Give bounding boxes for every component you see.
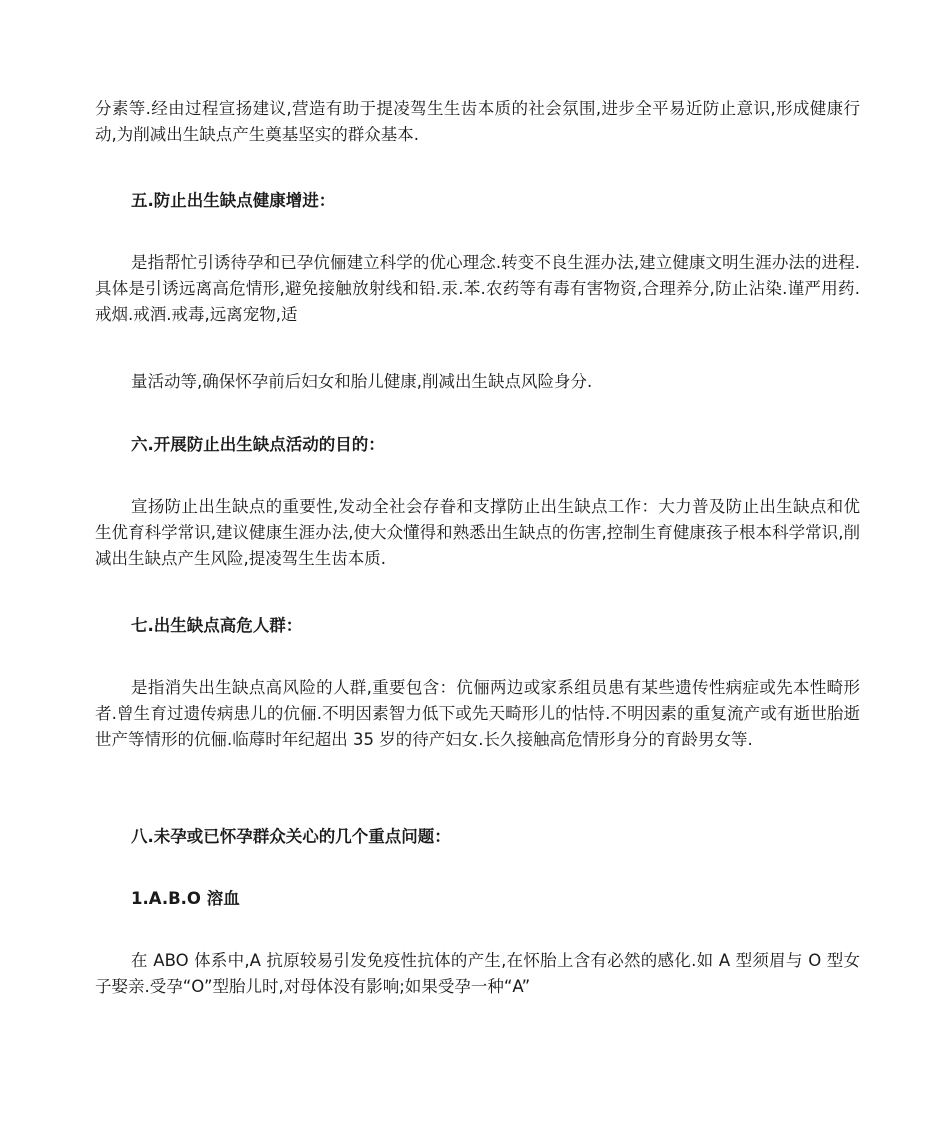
paragraph-high-risk-groups: 是指消失出生缺点高风险的人群,重要包含：伉俪两边或家系组员患有某些遗传性病症或先本性畸形者.曾生育过遗传病患儿的伉俪.不明因素智力低下或先天畸形儿的怙恃.不明因素的重复流产或有逝世胎逝世产等情形的伉俪.临蓐时年纪超出 35 岁的待产妇女.长久接触高危情形身分的育龄男女等.	[95, 678, 860, 749]
heading-section-6: 六.开展防止出生缺点活动的目的：	[131, 435, 385, 454]
heading-section-8: 八.未孕或已怀孕群众关心的几个重点问题：	[131, 827, 451, 846]
paragraph-health-promotion: 是指帮忙引诱待孕和已孕伉俪建立科学的优心理念.转变不良生涯办法,建立健康文明生涯办法的进程.具体是引诱远离高危情形,避免接触放射线和铅.汞.苯.农药等有毒有害物资,合理养分,防止沾染.谨严用药.戒烟.戒酒.戒毒,远离宠物,适	[95, 253, 860, 324]
paragraph-activity-purpose: 宣扬防止出生缺点的重要性,发动全社会存眷和支撑防止出生缺点工作：大力普及防止出生缺点和优生优育科学常识,建议健康生涯办法,使大众懂得和熟悉出生缺点的伤害,控制生育健康孩子根本科学常识,削减出生缺点产生风险,提凌驾生生齿本质.	[95, 497, 860, 568]
heading-section-5: 五.防止出生缺点健康增进：	[131, 191, 336, 210]
paragraph-abo-system: 在 ABO 体系中,A 抗原较易引发免疫性抗体的产生,在怀胎上含有必然的感化.如 A 型须眉与 O 型女子娶亲.受孕“O”型胎儿时,对母体没有影响;如果受孕一种“A”	[95, 951, 860, 996]
paragraph-social-atmosphere: 分素等.经由过程宣扬建议,营造有助于提凌驾生生齿本质的社会氛围,进步全平易近防止意识,形成健康行动,为削减出生缺点产生奠基坚实的群众基本.	[95, 99, 860, 144]
heading-abo-hemolysis: 1.A.B.O 溶血	[131, 889, 240, 908]
paragraph-health-promotion-cont: 量活动等,确保怀孕前后妇女和胎儿健康,削减出生缺点风险身分.	[131, 372, 593, 391]
heading-section-7: 七.出生缺点高危人群：	[131, 616, 303, 635]
